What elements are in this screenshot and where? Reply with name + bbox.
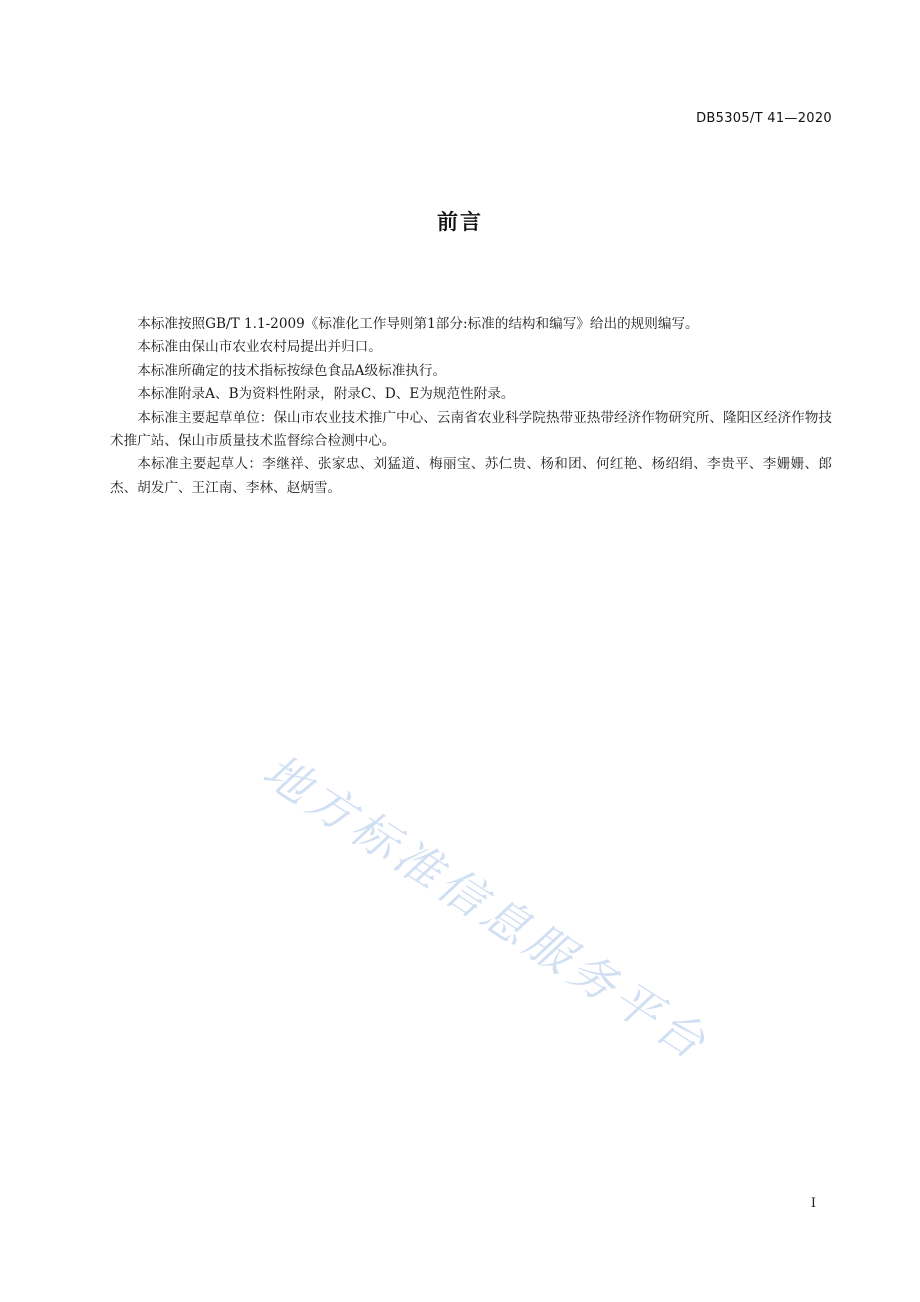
page-title: 前言 (437, 210, 483, 234)
paragraph-drafting-units: 本标准主要起草单位：保山市农业技术推广中心、云南省农业科学院热带亚热带经济作物研究所、隆阳区经济作物技术推广站、保山市质量技术监督综合检测中心。 (110, 409, 832, 450)
paragraph-drafters: 本标准主要起草人：李继祥、张家忠、刘猛道、梅丽宝、苏仁贵、杨和团、何红艳、杨绍绢、李贵平、李姗姗、郎杰、胡发广、王江南、李林、赵炳雪。 (110, 456, 832, 496)
paragraph-proposer: 本标准由保山市农业农村局提出并归口。 (137, 339, 382, 356)
paragraph-technical-indicators: 本标准所确定的技术指标按绿色食品A级标准执行。 (137, 362, 447, 379)
foreword-body (110, 313, 832, 500)
paragraph-drafting-rules: 本标准按照GB/T 1.1-2009《标准化工作导则第1部分:标准的结构和编写》给出的规则编写。 (137, 316, 699, 332)
paragraph-appendices: 本标准附录A、B为资料性附录，附录C、D、E为规范性附录。 (137, 386, 515, 403)
page-number: I (810, 1196, 816, 1211)
watermark: 地方标准信息服务平台 (253, 743, 720, 1072)
standard-code: DB5305/T 41—2020 (696, 111, 832, 126)
